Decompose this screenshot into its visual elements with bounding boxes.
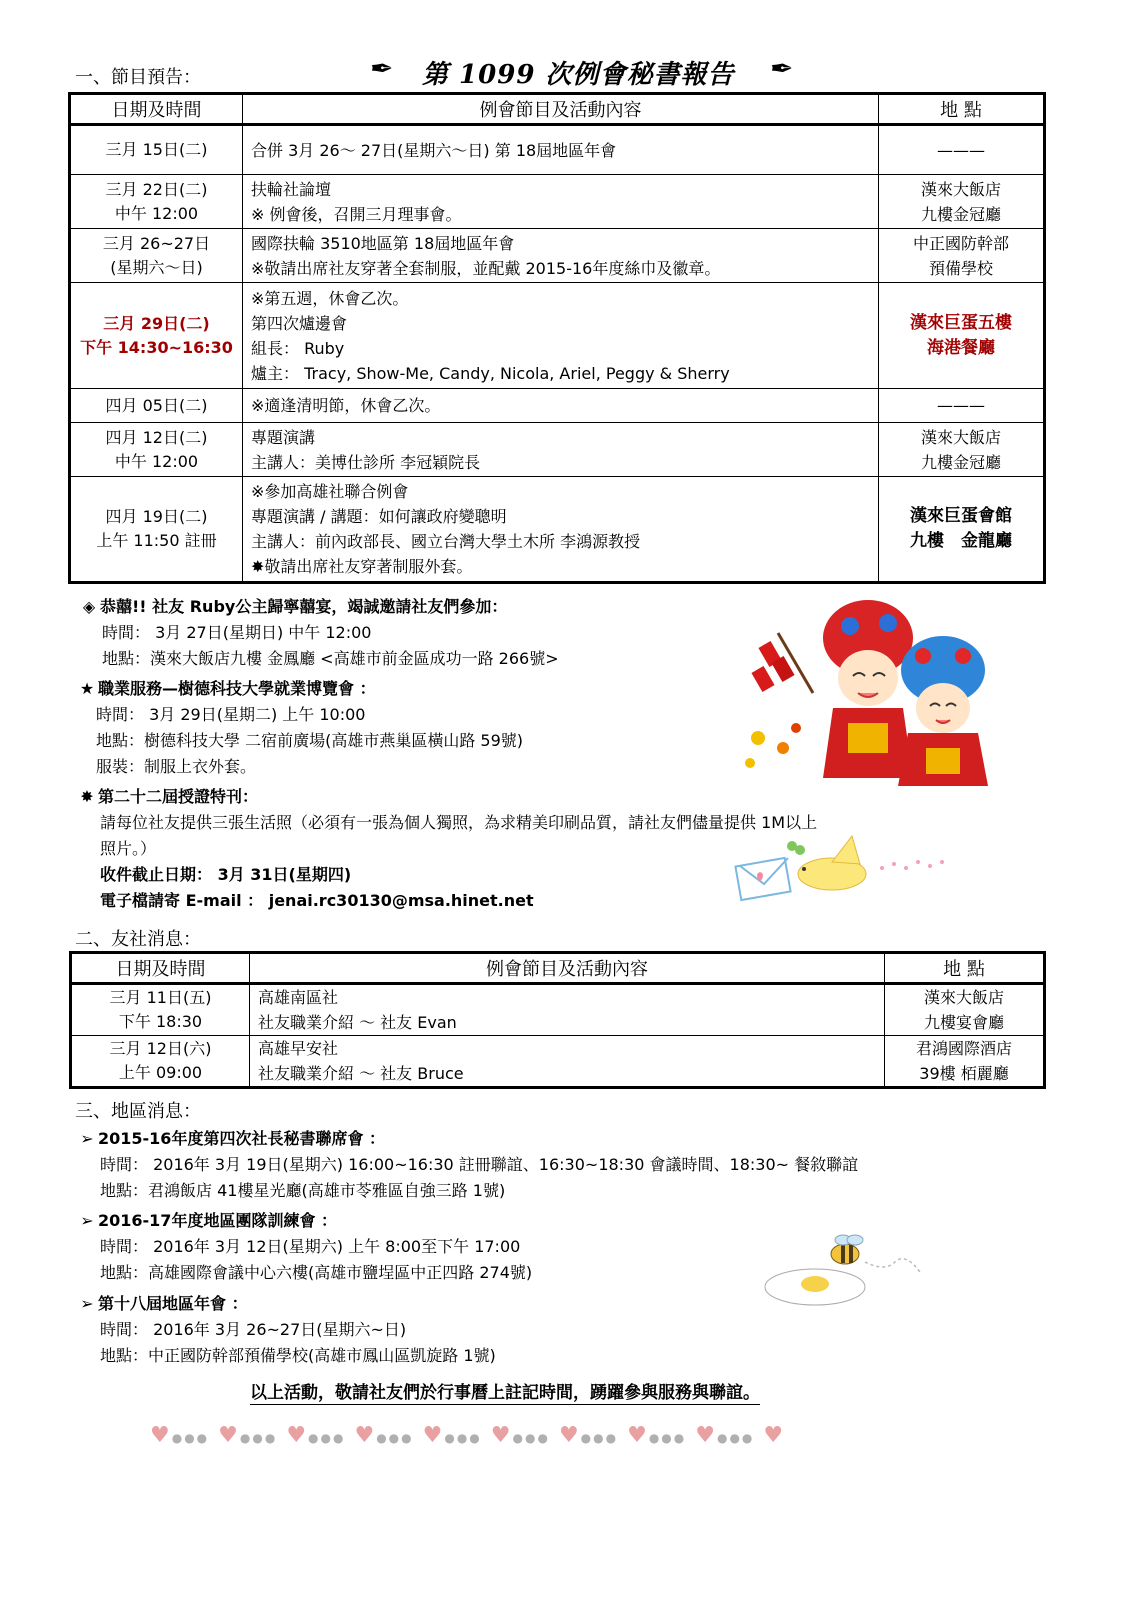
notice-line: 照片。） (100, 839, 157, 858)
district-heading: 2015-16年度第四次社長秘書聯席會 ： (98, 1129, 386, 1148)
event-line: 社友職業介紹 ～ 社友 Evan (258, 1013, 457, 1032)
header-date: 日期及時間 (70, 94, 243, 125)
cell-date (70, 125, 243, 175)
event-line: 國際扶輪 3510地區第 18屆地區年會 (251, 233, 515, 253)
heart-icon: ♥ (354, 1423, 377, 1448)
header-event: 例會節目及活動內容 (243, 94, 879, 125)
event-line: ※ 例會後，召開三月理事會。 (251, 204, 462, 224)
cell-event (243, 125, 879, 175)
cell-location (879, 477, 1045, 583)
notice-wedding (78, 594, 559, 672)
schedule-table (68, 92, 1046, 584)
cell-date (71, 1036, 250, 1088)
cell-location (879, 389, 1045, 423)
section-3-label: 三、地區消息： (75, 1101, 201, 1122)
cell-location (885, 1036, 1045, 1088)
district-line: 時間： 2016年 3月 12日(星期六) 上午 8:00至下午 17:00 (100, 1237, 521, 1256)
event-line: ✸敬請出席社友穿著制服外套。 (251, 557, 473, 576)
date-line: 上午 09:00 (118, 1063, 203, 1082)
location-line: ——— (937, 140, 985, 160)
event-line: 合併 3月 26～ 27日(星期六～日) 第 18屆地區年會 (251, 140, 617, 160)
pen-icon: ✒ (770, 52, 794, 85)
event-line: 第四次爐邊會 (251, 313, 348, 333)
bird-icon (798, 836, 866, 890)
cell-event (243, 229, 879, 283)
event-line: 社友職業介紹 ～ 社友 Bruce (258, 1064, 464, 1083)
notice-line: 地點：漢來大飯店九樓 金鳳廳 <高雄市前金區成功一路 266號> (102, 649, 559, 668)
location-line: 39樓 栢麗廳 (919, 1064, 1009, 1083)
district-line: 地點：中正國防幹部預備學校(高雄市鳳山區凱旋路 1號) (100, 1346, 496, 1365)
notice-line: 請每位社友提供三張生活照（必須有一張為個人獨照，為求精美印刷品質，請社友們儘量提供 1M以上 (100, 813, 818, 832)
header-location: 地 點 (879, 94, 1045, 125)
table-row (70, 423, 1045, 477)
event-line: 專題演講 (251, 427, 316, 447)
closing-message: 以上活動，敬請社友們於行事曆上註記時間，踴躍參與服務與聯誼。 (250, 1378, 760, 1405)
date-line: 三月 12日(六) (109, 1039, 212, 1058)
date-line: 中午 12:00 (114, 451, 199, 471)
cell-event (250, 1036, 885, 1088)
header-location: 地 點 (885, 953, 1045, 984)
heart-icon: ♥ (763, 1423, 786, 1448)
cell-event (243, 477, 879, 583)
cell-location (879, 125, 1045, 175)
notice-charter-issue (76, 784, 817, 914)
cell-event (243, 175, 879, 229)
district-line: 時間： 2016年 3月 19日(星期六) 16:00~16:30 註冊聯誼、16:30~18:30 會議時間、18:30~ 餐敘聯誼 (100, 1155, 859, 1174)
cell-date (70, 389, 243, 423)
notice-deadline: 收件截止日期： 3月 31日(星期四) (100, 865, 352, 884)
district-item (76, 1291, 496, 1369)
cell-date (71, 984, 250, 1036)
event-line: 專題演講 / 講題：如何讓政府變聰明 (251, 507, 507, 526)
notice-job-fair (76, 676, 523, 780)
location-line: 九樓宴會廳 (923, 1013, 1004, 1032)
event-line: ※敬請出席社友穿著全套制服，並配戴 2015-16年度絲巾及徽章。 (251, 258, 721, 278)
notice-email: 電子檔請寄 E-mail ： jenai.rc30130@msa.hinet.net (100, 891, 534, 910)
event-line: 主講人：美博仕診所 李冠穎院長 (251, 452, 481, 472)
date-line: 三月 26~27日 (102, 233, 211, 253)
bird-envelope-illustration (732, 834, 952, 914)
location-line: 海港餐廳 (927, 337, 995, 358)
event-line: 主講人：前內政部長、國立台灣大學土木所 李鴻源教授 (251, 532, 641, 551)
envelope-icon (735, 858, 790, 900)
location-line: 九樓金冠廳 (920, 204, 1001, 224)
event-line: ※適逢清明節，休會乙次。 (251, 396, 441, 415)
cell-event (243, 423, 879, 477)
table-row (70, 175, 1045, 229)
heart-icon: ♥ (150, 1423, 172, 1448)
date-line: 三月 15日(二) (105, 140, 208, 159)
date-line: (星期六～日) (110, 257, 203, 277)
arrow-icon: ➢ (80, 1294, 94, 1313)
arrow-icon: ➢ (80, 1211, 94, 1230)
cell-date (70, 175, 243, 229)
district-line: 地點：高雄國際會議中心六樓(高雄市鹽埕區中正四路 274號) (100, 1263, 533, 1282)
cell-date (70, 423, 243, 477)
schedule-header-row (70, 94, 1045, 125)
cell-date (70, 229, 243, 283)
location-line: 漢來大飯店 (920, 427, 1001, 447)
heart-icon: ♥ (286, 1423, 309, 1448)
cell-date (70, 283, 243, 389)
date-line: 下午 14:30~16:30 (80, 337, 233, 357)
location-line: 漢來巨蛋會館 (910, 506, 1012, 526)
wedding-couple-illustration (738, 598, 1028, 788)
event-line: 扶輪社論壇 (251, 179, 332, 199)
bride-figure (898, 636, 988, 786)
cell-location (879, 283, 1045, 389)
asterisk-icon: ✸ (80, 787, 94, 806)
event-line: 爐主： Tracy, Show-Me, Candy, Nicola, Ariel, Peggy & Sherry (251, 363, 730, 383)
date-line: 四月 05日(二) (105, 395, 208, 415)
cell-location (885, 984, 1045, 1036)
cell-date (70, 477, 243, 583)
date-line: 三月 11日(五) (109, 988, 212, 1007)
star-icon: ★ (79, 679, 95, 698)
date-line: 下午 18:30 (118, 1012, 203, 1031)
event-line: 高雄南區社 (258, 988, 339, 1007)
notice-heading: 恭囍!! 社友 Ruby公主歸寧囍宴，竭誠邀請社友們參加： (100, 597, 508, 616)
heart-icon: ♥ (695, 1423, 717, 1448)
date-line: 上午 11:50 註冊 (96, 531, 217, 550)
header-event: 例會節目及活動內容 (250, 953, 885, 984)
event-line: ※參加高雄社聯合例會 (251, 482, 409, 501)
heart-icon: ♥ (558, 1423, 581, 1448)
location-line: 九樓 金龍廳 (910, 531, 1012, 551)
section-1-label: 一、節目預告： (75, 67, 201, 88)
table-row (70, 389, 1045, 423)
location-line: 預備學校 (928, 258, 993, 278)
notice-line: 時間： 3月 29日(星期二) 上午 10:00 (96, 705, 366, 724)
cell-location (879, 175, 1045, 229)
heart-icon: ♥ (218, 1423, 240, 1448)
table-row (70, 477, 1045, 583)
location-line: ——— (937, 396, 985, 415)
notice-line: 時間： 3月 27日(星期日) 中午 12:00 (102, 623, 372, 642)
date-line: 四月 19日(二) (105, 507, 208, 526)
cell-location (879, 423, 1045, 477)
table-row (70, 125, 1045, 175)
club-header-row (71, 953, 1045, 984)
location-line: 漢來巨蛋五樓 (910, 312, 1012, 333)
date-line: 三月 29日(二) (103, 313, 210, 333)
date-line: 三月 22日(二) (105, 179, 208, 199)
cell-event (250, 984, 885, 1036)
flower-icon (765, 1269, 865, 1305)
location-line: 中正國防幹部 (912, 233, 1009, 253)
notice-line: 服裝：制服上衣外套。 (96, 757, 257, 776)
title-block (370, 52, 820, 88)
clover-icon (787, 841, 805, 855)
section-2-label: 二、友社消息： (75, 929, 201, 950)
bee-icon (831, 1235, 863, 1264)
district-item (76, 1208, 532, 1286)
table-row (71, 984, 1045, 1036)
date-line: 中午 12:00 (114, 203, 199, 223)
event-line: ※第五週，休會乙次。 (251, 288, 409, 308)
hearts-border: ♥●●● ♥●●● ♥●●● ♥●●● ♥●●● ♥●●● ♥●●● ♥●●● ♥●●● ♥ (150, 1423, 786, 1448)
diamond-icon: ◈ (82, 597, 96, 616)
bee-flower-illustration (755, 1232, 925, 1312)
heart-icon: ♥ (422, 1423, 445, 1448)
page-title: 第 1099 次例會秘書報告 (422, 60, 735, 90)
table-row (70, 283, 1045, 389)
location-line: 君鴻國際酒店 (915, 1039, 1012, 1058)
district-line: 地點：君鴻飯店 41樓星光廳(高雄市苓雅區自強三路 1號) (100, 1181, 506, 1200)
groom-figure (823, 600, 913, 778)
notice-heading: 職業服務—樹德科技大學就業博覽會 ： (98, 679, 376, 698)
location-line: 漢來大飯店 (923, 988, 1004, 1007)
date-line: 四月 12日(二) (105, 427, 208, 447)
arrow-icon: ➢ (80, 1129, 94, 1148)
cell-location (879, 229, 1045, 283)
firecracker-icon (745, 633, 813, 768)
district-line: 時間： 2016年 3月 26~27日(星期六~日) (100, 1320, 407, 1339)
cell-event (243, 389, 879, 423)
header-date: 日期及時間 (71, 953, 250, 984)
location-line: 九樓金冠廳 (920, 452, 1001, 472)
event-line: 高雄早安社 (258, 1039, 339, 1058)
cell-event (243, 283, 879, 389)
notice-line: 地點：樹德科技大學 二宿前廣場(高雄市燕巢區橫山路 59號) (96, 731, 524, 750)
location-line: 漢來大飯店 (920, 179, 1001, 199)
pen-icon: ✒ (370, 52, 394, 85)
event-line: 組長： Ruby (251, 338, 345, 358)
table-row (70, 229, 1045, 283)
table-row (71, 1036, 1045, 1088)
heart-icon: ♥ (627, 1423, 649, 1448)
district-heading: 第十八屆地區年會 ： (98, 1294, 248, 1313)
notice-heading: 第二十二屆授證特刊： (98, 787, 259, 806)
heart-icon: ♥ (490, 1423, 513, 1448)
club-news-table (69, 951, 1046, 1089)
district-item (76, 1126, 858, 1204)
district-heading: 2016-17年度地區團隊訓練會 ： (98, 1211, 338, 1230)
